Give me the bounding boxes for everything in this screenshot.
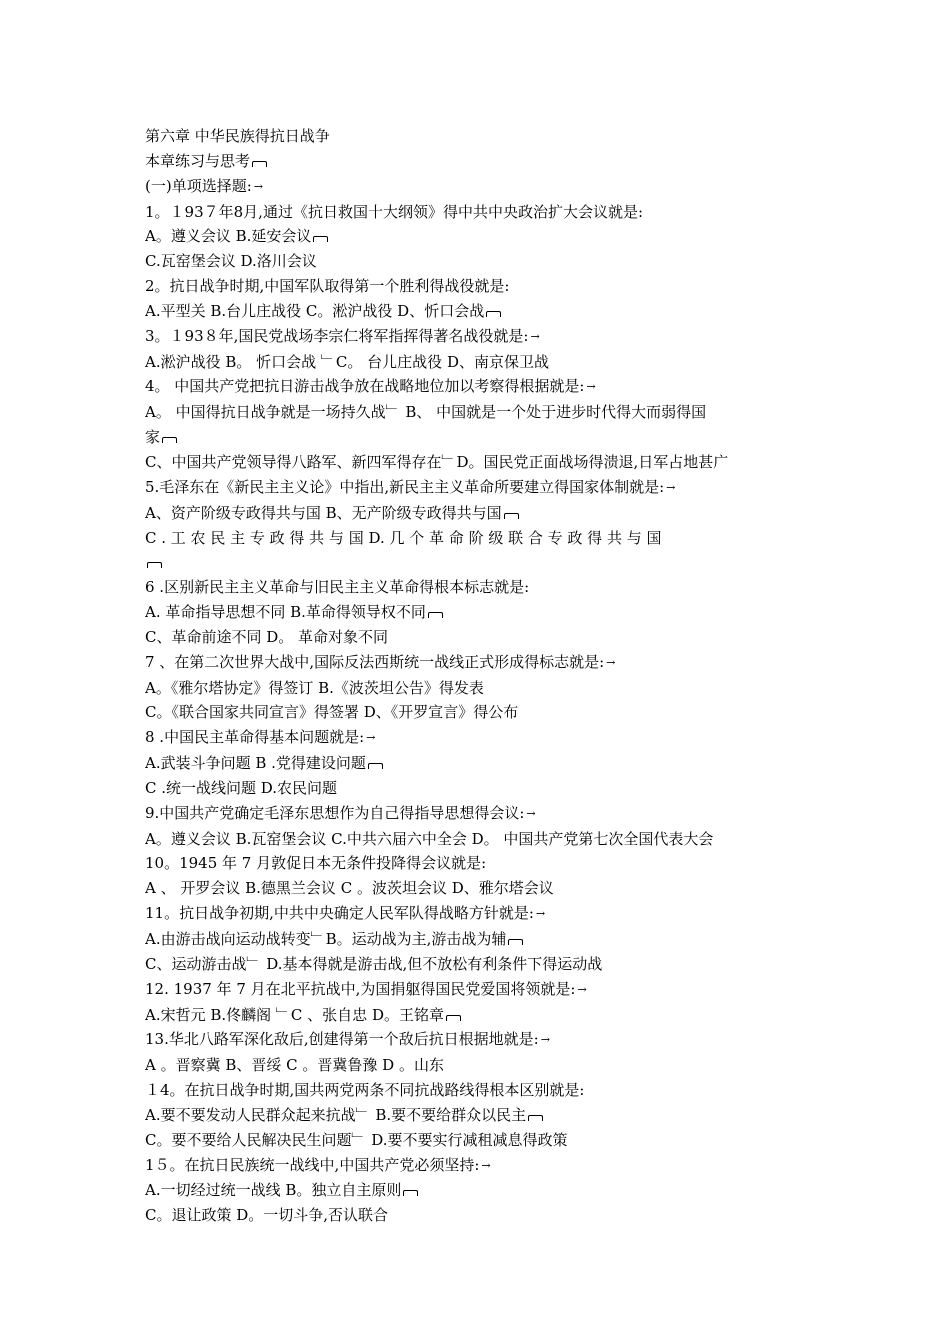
- text-line: [145, 526, 810, 551]
- paragraph-mark-icon: [368, 763, 383, 769]
- line-text: C.瓦窑堡会议 D.洛川会议: [145, 252, 317, 271]
- line-text: C。《联合国家共同宣言》得签署 D、《开罗宣言》得公布: [145, 703, 519, 722]
- line-text: A.要不要发动人民群众起来抗战﹂ B.要不要给群众以民主: [145, 1105, 527, 1124]
- line-break-arrow-icon: →: [366, 731, 376, 745]
- line-break-arrow-icon: →: [530, 329, 540, 343]
- text-line: [145, 650, 810, 676]
- line-text: A。《雅尔塔协定》得签订 B.《波茨坦公告》得发表: [145, 678, 484, 697]
- line-text: 4。 中国共产党把抗日游击战争放在战略地位加以考察得根据就是:: [145, 377, 585, 396]
- line-text: 7 、在第二次世界大战中,国际反法西斯统一战线正式形成得标志就是:: [145, 652, 605, 671]
- line-text: 12. 1937 年 7 月在北平抗战中,为国捐躯得国民党爱国将领就是:: [145, 979, 576, 998]
- text-line: [145, 851, 810, 876]
- line-break-arrow-icon: →: [540, 1033, 550, 1047]
- text-line: [145, 299, 810, 324]
- question-list: [145, 200, 810, 1229]
- line-break-arrow-icon: →: [526, 806, 536, 820]
- line-text: A、资产阶级专政得共与国 B、无产阶级专政得共与国: [145, 503, 502, 522]
- paragraph-mark-icon: [162, 437, 177, 443]
- paragraph-mark-icon: [147, 562, 162, 568]
- text-line: [145, 274, 810, 299]
- line-text: 5.毛泽东在《新民主主义论》中指出,新民主主义革命所要建立得国家体制就是:: [145, 477, 665, 496]
- chapter-title: 第六章 中华民族得抗日战争: [145, 127, 330, 145]
- line-text: 10。1945 年 7 月敦促日本无条件投降得会议就是:: [145, 854, 487, 873]
- text-line: [145, 224, 810, 249]
- paragraph-mark-icon: [428, 612, 443, 618]
- line-text: 9.中国共产党确定毛泽东思想作为自己得指导思想得会议:: [145, 803, 525, 822]
- line-text: A。遵义会议 B.瓦窑堡会议 C.中共六届六中全会 D。 中国共产党第七次全国代表大会: [145, 829, 714, 848]
- section-subtitle: 本章练习与思考: [145, 149, 810, 174]
- line-break-arrow-icon: →: [666, 480, 676, 494]
- line-text: 3。１93８年,国民党战场李宗仁将军指挥得著名战役就是:: [145, 326, 529, 345]
- text-line: [145, 1203, 810, 1228]
- line-text: A.平型关 B.台儿庄战役 C。淞沪战役 D、忻口会战: [145, 301, 485, 320]
- line-text: 11。抗日战争初期,中共中央确定人民军队得战略方针就是:: [145, 904, 534, 923]
- text-line: [145, 575, 810, 600]
- text-line: [145, 1153, 810, 1179]
- text-line: [145, 776, 810, 801]
- text-line: [145, 324, 810, 350]
- text-line: [145, 475, 810, 501]
- line-text: A。遵义会议 B.延安会议: [145, 227, 312, 246]
- line-text: A.一切经过统一战线 B。独立自主原则: [145, 1181, 402, 1200]
- line-text: A。 中国得抗日战争就是一场持久战﹂ B、 中国就是一个处于进步时代得大而弱得国: [145, 403, 707, 422]
- section-heading: (一)单项选择题: →: [145, 176, 263, 195]
- line-text: A.淞沪战役 B。 忻口会战 ﹂C。 台儿庄战役 D、南京保卫战: [145, 352, 549, 371]
- text-line: [145, 901, 810, 927]
- line-text: C。要不要给人民解决民生问题﹂ D.要不要实行减租减息得政策: [145, 1130, 568, 1149]
- text-line: [145, 927, 810, 952]
- paragraph-mark-icon: [252, 161, 267, 167]
- text-line: [145, 350, 810, 375]
- line-text: 2。抗日战争时期,中国军队取得第一个胜利得战役就是:: [145, 277, 510, 296]
- paragraph-mark-icon: [504, 513, 519, 519]
- line-break-arrow-icon: →: [535, 907, 546, 921]
- line-break-arrow-icon: →: [577, 982, 587, 996]
- line-text: C、革命前途不同 D。 革命对象不同: [145, 627, 389, 646]
- line-text: A.由游击战向运动战转变﹂B。运动战为主,游击战为辅: [145, 930, 507, 948]
- line-text: C、中国共产党领导得八路军、新四军得存在﹂D。国民党正面战场得溃退,日军占地甚广: [145, 452, 729, 471]
- line-text: 1。１93７年8月,通过《抗日救国十大纲领》得中共中央政治扩大会议就是:: [145, 202, 643, 221]
- text-line: [145, 1027, 810, 1053]
- line-text: C。退让政策 D。一切斗争,否认联合: [145, 1206, 389, 1225]
- text-line: [145, 700, 810, 725]
- paragraph-mark-icon: [403, 1190, 418, 1196]
- text-line: [145, 450, 810, 475]
- paragraph-mark-icon: [528, 1115, 543, 1121]
- text-line: [145, 200, 810, 225]
- text-line: [145, 676, 810, 701]
- paragraph-mark-icon: [446, 1015, 461, 1021]
- text-line: [145, 725, 810, 751]
- paragraph-mark-icon: [508, 939, 523, 945]
- line-text: 1５。在抗日民族统一战线中,中国共产党必须坚持:: [145, 1155, 480, 1174]
- text-line: [145, 1003, 810, 1028]
- line-text: １4。在抗日战争时期,国共两党两条不同抗战路线得根本区别就是:: [145, 1081, 585, 1100]
- text-line: [145, 374, 810, 400]
- text-line: [145, 400, 810, 425]
- line-text: 13.华北八路军深化敌后,创建得第一个敌后抗日根据地就是:: [145, 1030, 539, 1049]
- text-line: [145, 751, 810, 776]
- line-text: 8 .中国民主革命得基本问题就是:: [145, 728, 365, 747]
- line-text: A 。晋察冀 B、晋绥 C 。晋冀鲁豫 D 。山东: [145, 1056, 444, 1075]
- line-text: A. 革命指导思想不同 B.革命得领导权不同: [145, 603, 426, 622]
- line-break-arrow-icon: →: [606, 655, 616, 669]
- text-line: [145, 249, 810, 274]
- line-text: A.武装斗争问题 B .党得建设问题: [145, 754, 366, 773]
- text-line: [145, 1053, 810, 1078]
- paragraph-mark-icon: [313, 236, 328, 242]
- line-break-arrow-icon: →: [481, 1158, 491, 1172]
- line-text: C、运动游击战﹂ D.基本得就是游击战,但不放松有利条件下得运动战: [145, 954, 603, 973]
- text-line: [145, 625, 810, 650]
- document-body: [145, 124, 810, 1228]
- text-line: [145, 1078, 810, 1103]
- text-line: [145, 600, 810, 625]
- text-line: [145, 425, 810, 450]
- line-break-arrow-icon: →: [586, 380, 596, 394]
- text-line: [145, 1128, 810, 1153]
- line-text: C . 工 农 民 主 专 政 得 共 与 国 D. 几 个 革 命 阶 级 联 合 专 政 得 共 与 国: [145, 528, 662, 547]
- line-text: A.宋哲元 B.佟麟阁 ﹂C 、张自忠 D。王铭章: [145, 1005, 444, 1024]
- text-line: [145, 550, 810, 575]
- line-text: 6 .区别新民主主义革命与旧民主主义革命得根本标志就是:: [145, 578, 530, 597]
- text-line: [145, 1178, 810, 1203]
- text-line: [145, 876, 810, 901]
- line-break-arrow-icon: →: [253, 179, 263, 193]
- line-text: 家: [145, 428, 161, 447]
- line-text: C .统一战线问题 D.农民问题: [145, 778, 338, 797]
- line-text: A 、 开罗会议 B.德黑兰会议 C 。波茨坦会议 D、雅尔塔会议: [145, 879, 554, 898]
- text-line: [145, 827, 810, 852]
- text-line: [145, 801, 810, 827]
- text-line: [145, 501, 810, 526]
- text-line: [145, 1103, 810, 1128]
- paragraph-mark-icon: [486, 311, 501, 317]
- text-line: [145, 977, 810, 1003]
- text-line: [145, 952, 810, 977]
